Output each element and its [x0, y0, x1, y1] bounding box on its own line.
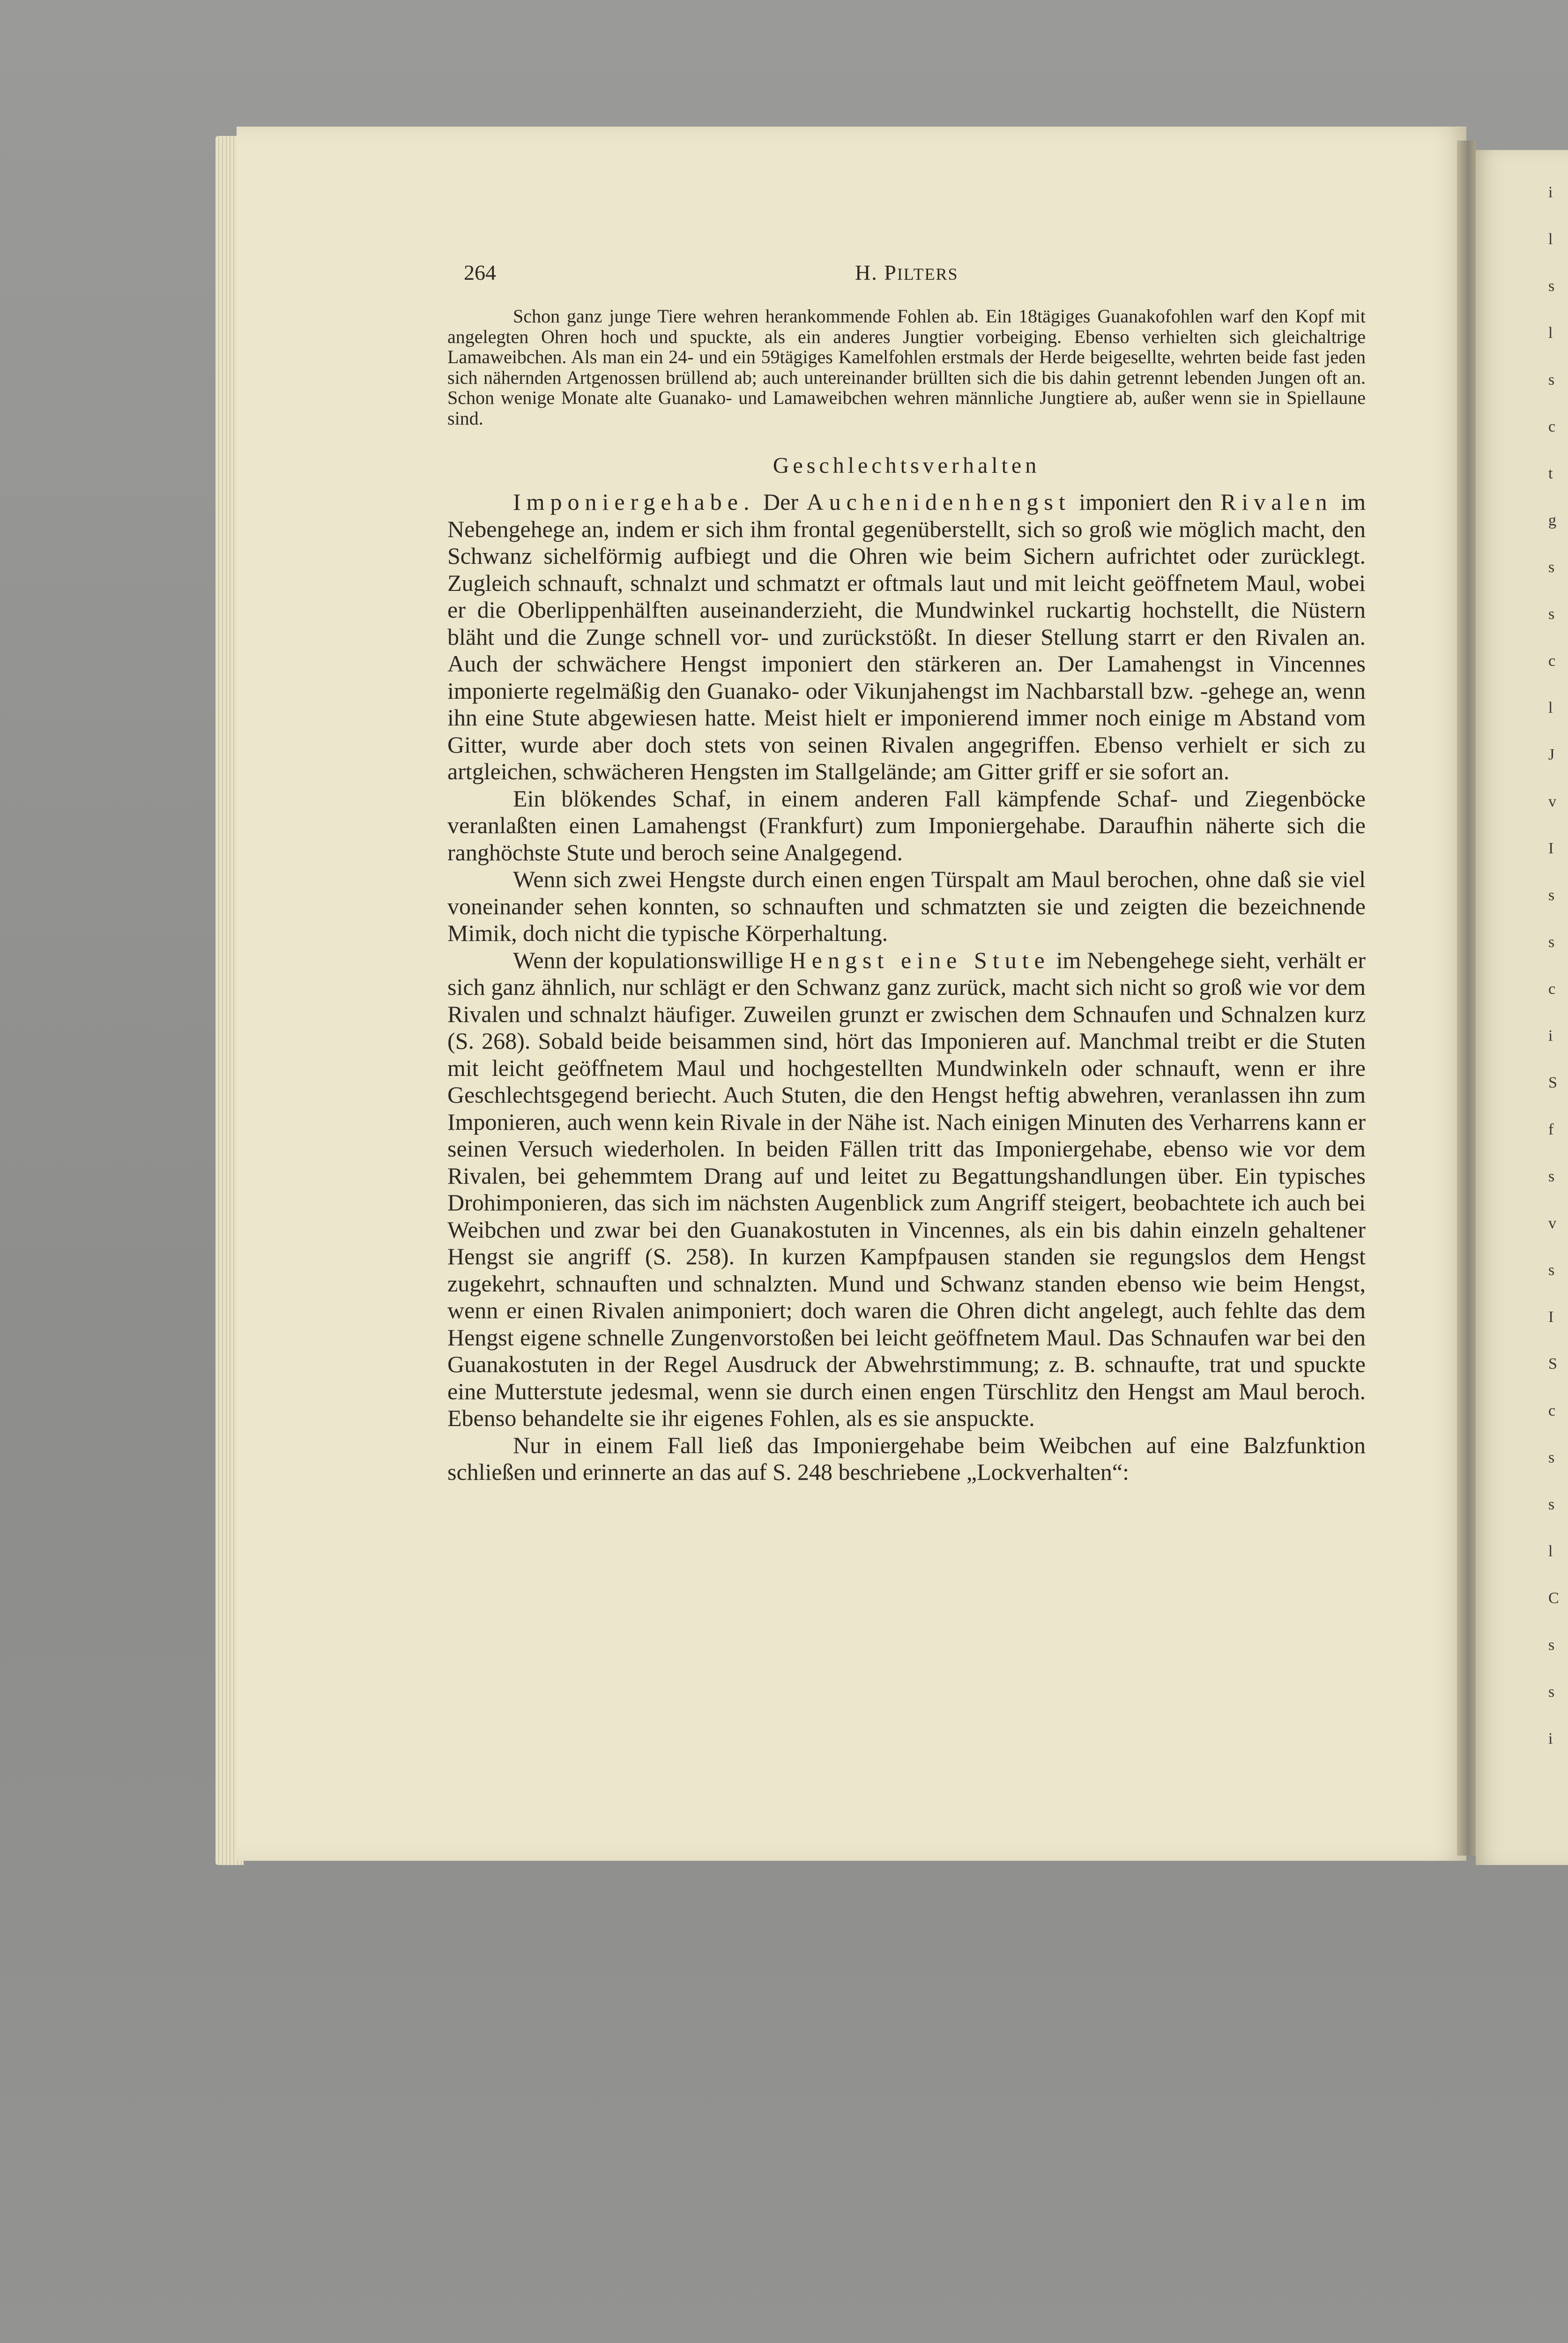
paragraph: Ein blökendes Schaf, in einem anderen Fall kämpfende Schaf- und Ziegenböcke veranlaßten einen Lamahengst (Frankfurt) zum Imponiergehabe. Daraufhin näherte sich die ranghöchste Stute und beroch seine Analgegend.: [447, 785, 1366, 866]
right-page-fragment: s: [1548, 371, 1555, 388]
section-title: Geschlechtsverhalten: [773, 453, 1040, 478]
book-gutter: [1457, 141, 1476, 1856]
right-page-fragment: c: [1548, 1402, 1556, 1419]
page-header: [447, 260, 1366, 302]
intro-section: [447, 306, 1366, 428]
right-page-fragment: I: [1548, 1308, 1554, 1326]
right-page-fragment: l: [1548, 231, 1553, 248]
paragraph: Nur in einem Fall ließ das Imponiergehabe beim Weibchen auf eine Balzfunktion schließen und erinnerte an das auf S. 248 beschriebene „Lockverhalten“:: [447, 1432, 1366, 1485]
right-page-fragment: s: [1548, 887, 1555, 904]
right-page-fragment: J: [1548, 746, 1555, 763]
right-page-fragment: S: [1548, 1355, 1557, 1373]
right-page-fragment: i: [1548, 1730, 1553, 1747]
right-page-fragment: g: [1548, 512, 1556, 529]
right-page-fragment: s: [1548, 277, 1555, 295]
right-page-fragment: S: [1548, 1074, 1557, 1091]
right-page-fragment: i: [1548, 184, 1553, 201]
spaced-term: Auchenidenhengst: [806, 489, 1071, 515]
right-page-fragment: v: [1548, 793, 1556, 810]
right-page-fragment: c: [1548, 980, 1556, 998]
paragraph: Wenn der kopulationswillige Hengst eine Stute im Nebengehege sieht, verhält er sich ganz ähnlich, nur schlägt er den Schwanz ganz zurück, macht sich nicht so groß wie vor dem Rivalen und schnalzt häufiger. Zuweilen grunzt er zwischen dem Schnaufen und Schnalzen kurz (S. 268). Sobald beide beisammen sind, hört das Imponieren auf. Manchmal treibt er die Stuten mit leicht geöffnetem Maul und hochgestellten Mundwinkeln oder schnauft, wenn er ihre Geschlechtsgegend beriecht. Auch Stuten, die den Hengst heftig abwehren, veranlassen ihn zum Imponieren, auch wenn kein Rivale in der Nähe ist. Nach einigen Minuten des Verharrens kann er seinen Versuch wiederholen. In beiden Fällen tritt das Imponiergehabe, ebenso wie vor dem Rivalen, bei gehemmtem Drang auf und leitet zu Begattungshandlungen über. Ein typisches Drohimponieren, das sich im nächsten Augenblick zum Angriff steigert, beobachtete ich auch bei Weibchen und zwar bei den Guanakostuten in Vincennes, als ein bis dahin einzeln gehaltener Hengst sie angriff (S. 258). In kurzen Kampfpausen standen sie regungslos dem Hengst zugekehrt, schnauften und schnalzten. Mund und Schwanz standen ebenso wie beim Hengst, wenn er einen Rivalen animponiert; doch waren die Ohren dicht angelegt, auch fehlte das dem Hengst eigene schnelle Zungenvorstoßen bei leicht geöffnetem Maul. Das Schnaufen war bei den Guanakostuten in der Regel Ausdruck der Abwehrstimmung; z. B. schnaufte, trat und spuckte eine Mutterstute jedesmal, wenn sie durch einen engen Türschlitz den Hengst am Maul beroch. Ebenso behandelte sie ihr eigenes Fohlen, als es sie anspuckte.: [447, 947, 1366, 1431]
right-page-fragment: s: [1548, 933, 1555, 951]
paragraph-imponiergehabe: Imponiergehabe. Der Auchenidenhengst imponiert den Rivalen im Nebengehege an, indem er sich ihm frontal gegenüberstellt, sich so groß wie möglich macht, den Schwanz sichelförmig aufbiegt und die Ohren wie beim Sichern aufrichtet oder zurücklegt. Zugleich schnauft, schnalzt und schmatzt er oftmals laut und mit leicht geöffnetem Maul, wobei er die Oberlippenhälften auseinanderzieht, die Mundwinkel ruckartig hochstellt, die Nüstern bläht und die Zunge schnell vor- und zurückstößt. In dieser Stellung starrt er den Rivalen an. Auch der schwächere Hengst imponiert den stärkeren an. Der Lamahengst in Vincennes imponierte regelmäßig den Guanako- oder Vikunjahengst im Nachbarstall bzw. -gehege an, wenn ihn eine Stute abgewiesen hatte. Meist hielt er imponierend immer noch einige m Abstand vom Gitter, wurde aber doch stets von seinen Rivalen angegriffen. Ebenso verhielt er sich zu artgleichen, schwächeren Hengsten im Stallgelände; am Gitter griff er sie sofort an.: [447, 489, 1366, 784]
running-head: H. PILTERS: [855, 261, 959, 284]
right-page-fragment: v: [1548, 1215, 1556, 1232]
spaced-term: Hengst eine Stute: [789, 947, 1050, 973]
right-page-fragment: s: [1548, 1449, 1555, 1466]
page-content: [447, 260, 1366, 1486]
right-page-fragment: t: [1548, 465, 1553, 482]
right-page-fragment: s: [1548, 1496, 1555, 1513]
right-page-fragment: I: [1548, 840, 1554, 857]
right-page-fragment: s: [1548, 605, 1555, 623]
right-page-fragment: s: [1548, 1683, 1555, 1701]
right-page-fragment: C: [1548, 1589, 1559, 1607]
right-page-fragment: l: [1548, 324, 1553, 342]
right-page-fragment: i: [1548, 1027, 1553, 1045]
right-page-fragment: l: [1548, 699, 1553, 716]
right-page-fragment: s: [1548, 559, 1555, 576]
right-page-fragment: c: [1548, 418, 1556, 435]
right-page-fragment: s: [1548, 1636, 1555, 1654]
right-page-text-fragments: [1548, 178, 1567, 1818]
right-page-fragment: l: [1548, 1543, 1553, 1560]
page-number: 264: [464, 261, 496, 284]
right-page-fragment: c: [1548, 652, 1556, 670]
right-page-fragment: f: [1548, 1121, 1554, 1138]
paragraph: Wenn sich zwei Hengste durch einen engen Türspalt am Maul berochen, ohne daß sie viel voneinander sehen konnten, so schnauften und schmatzten sie und zeigten die bezeichnende Mimik, doch nicht die typische Körperhaltung.: [447, 866, 1366, 946]
body-text: [447, 489, 1366, 1486]
right-page-fragment: s: [1548, 1168, 1555, 1185]
right-page-fragment: s: [1548, 1261, 1555, 1279]
paragraph-lead: Imponiergehabe.: [513, 489, 755, 515]
intro-paragraph: Schon ganz junge Tiere wehren herankommende Fohlen ab. Ein 18tägiges Guanakofohlen warf den Kopf mit angelegten Ohren hoch und spuckte, als ein anderes Jungtier vorbeiging. Ebenso verhielten sich gleichaltrige Lamaweibchen. Als man ein 24- und ein 59tägiges Kamelfohlen erstmals der Herde beigesellte, wehrten beide fast jeden sich nähernden Artgenossen brüllend ab; auch untereinander brüllten sich die bis dahin getrennt lebenden Jungen oft an. Schon wenige Monate alte Guanako- und Lamaweibchen wehren männliche Jungtiere ab, außer wenn sie in Spiellaune sind.: [447, 306, 1366, 429]
spaced-term: Rivalen: [1220, 489, 1333, 515]
